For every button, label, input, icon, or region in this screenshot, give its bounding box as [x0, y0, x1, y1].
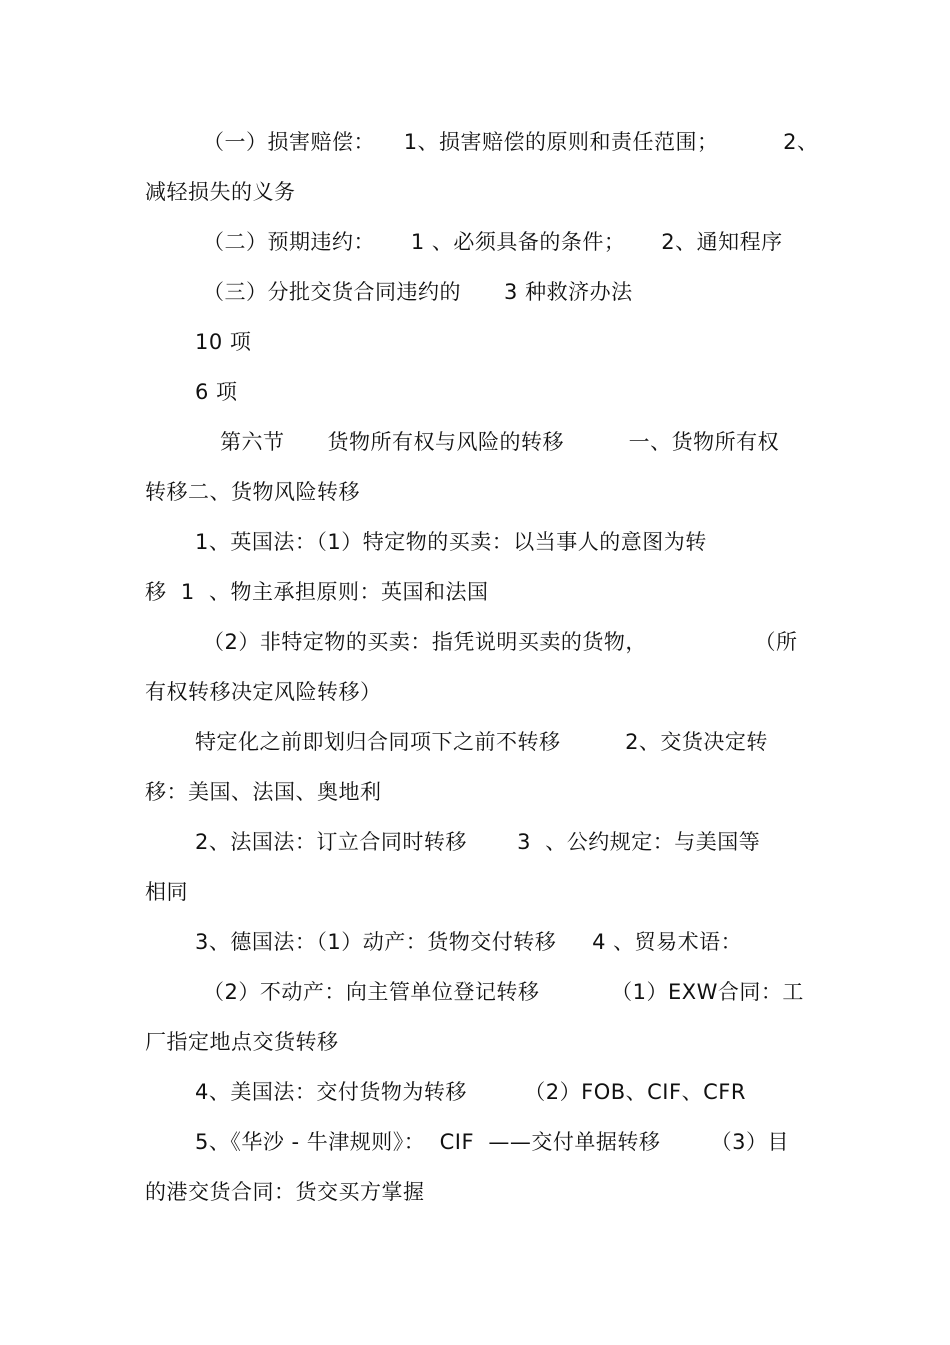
text-line: 有权转移决定风险转移）	[145, 680, 382, 704]
text-line: 特定化之前即划归合同项下之前不转移 2、交货决定转	[195, 730, 768, 754]
text-line: 1、英国法：（1）特定物的买卖：以当事人的意图为转	[195, 530, 707, 554]
text-line: 移：美国、法国、奥地利	[145, 780, 382, 804]
text-line: 10 项	[195, 330, 252, 354]
text-line: 的港交货合同：货交买方掌握	[145, 1180, 425, 1204]
text-line: 4、美国法：交付货物为转移 （2）FOB、CIF、CFR	[195, 1080, 746, 1104]
text-line: 厂指定地点交货转移	[145, 1030, 339, 1054]
text-line: 减轻损失的义务	[145, 180, 296, 204]
text-line: 转移二、货物风险转移	[145, 480, 360, 504]
text-line: （三）分批交货合同违约的 3 种救济办法	[203, 280, 633, 304]
text-line: 移 1 、物主承担原则：英国和法国	[145, 580, 489, 604]
text-line: 2、法国法：订立合同时转移 3 、公约规定：与美国等	[195, 830, 761, 854]
text-line: （二）预期违约： 1 、必须具备的条件； 2、通知程序	[203, 230, 783, 254]
text-line: 5、《华沙 - 牛津规则》： CIF ——交付单据转移 （3）目	[195, 1130, 790, 1154]
text-line: （2）不动产：向主管单位登记转移 （1）EXW合同：工	[203, 980, 804, 1004]
text-line: （一）损害赔偿： 1、损害赔偿的原则和责任范围； 2、	[203, 130, 819, 154]
text-line: 6 项	[195, 380, 238, 404]
text-line: 相同	[145, 880, 188, 904]
text-line: （2）非特定物的买卖：指凭说明买卖的货物， （所	[203, 630, 798, 654]
section-heading: 第六节 货物所有权与风险的转移 一、货物所有权	[220, 430, 780, 454]
text-line: 3、德国法：（1）动产：货物交付转移 4 、贸易术语：	[195, 930, 743, 954]
